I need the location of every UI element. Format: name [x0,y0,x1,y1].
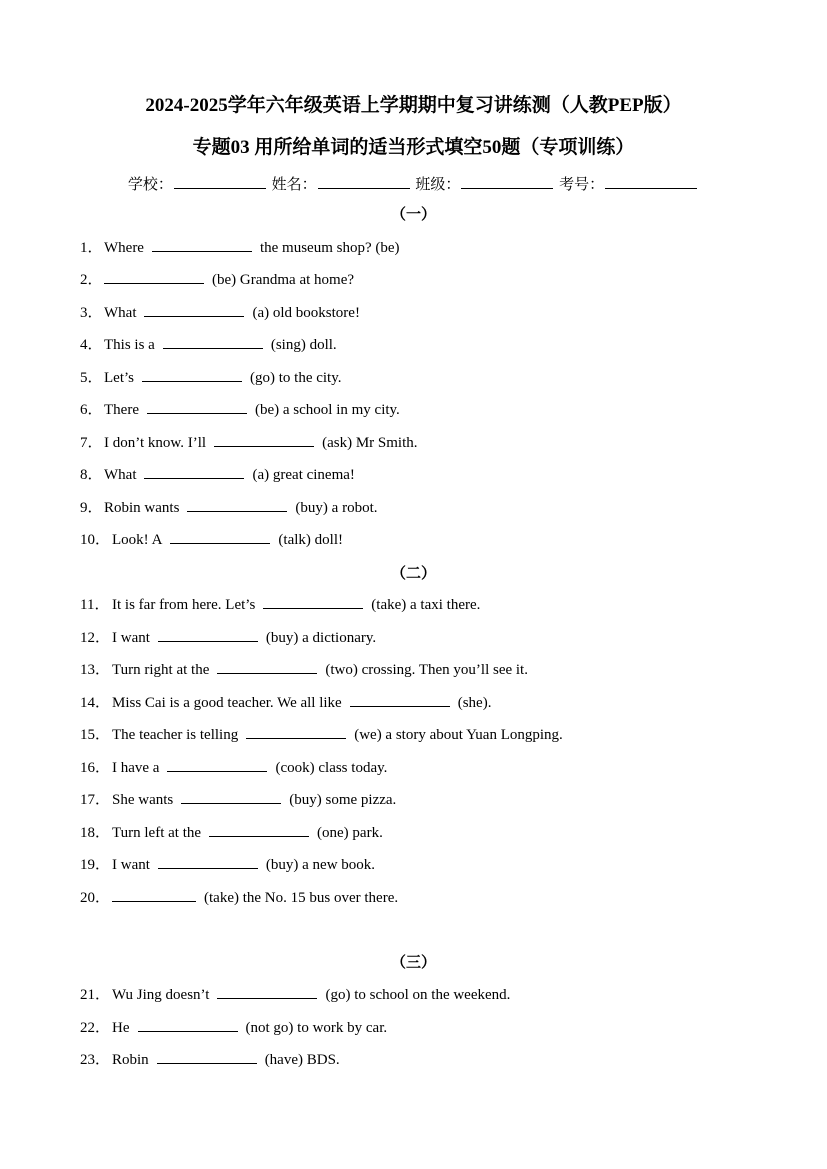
section-heading-2: （二） [390,566,436,582]
question-text-after: (take) the No. 15 bus over there. [204,890,399,906]
question-item [80,692,491,712]
question-text-before: Miss Cai is a good teacher. We all like [112,695,342,711]
question-text-after: (a) old bookstore! [252,305,360,321]
question-text-after: (she). [457,695,492,711]
answer-blank[interactable] [187,497,287,512]
question-text-after: (buy) a new book. [265,857,376,873]
question-text-after: (have) BDS. [264,1052,340,1068]
question-number: 11． [80,597,110,613]
answer-blank[interactable] [158,627,258,642]
question-item [80,302,360,322]
question-text-before: It is far from here. Let’s [112,597,256,613]
answer-blank[interactable] [152,237,252,252]
answer-blank[interactable] [104,269,204,284]
question-item [80,594,480,614]
question-number: 2． [80,272,103,288]
question-item [80,887,398,907]
question-number: 3． [80,305,103,321]
question-text-after: (a) great cinema! [252,467,355,483]
question-item [80,529,343,549]
worksheet-title: 2024-2025学年六年级英语上学期期中复习讲练测（人教PEP版） [145,95,682,116]
question-text-after: (go) to the city. [250,370,342,386]
question-item [80,724,563,744]
question-item [80,1017,387,1037]
question-number: 10． [80,532,111,548]
question-item [80,367,342,387]
school-blank[interactable] [174,174,266,189]
question-item [80,822,383,842]
question-item [80,984,510,1004]
question-text-before: Look! A [112,532,163,548]
question-text-before: I want [112,857,150,873]
question-text-after: (sing) doll. [270,337,337,353]
question-text-after: (talk) doll! [278,532,343,548]
exam-no-blank[interactable] [605,174,697,189]
answer-blank[interactable] [217,984,317,999]
student-info-fields [0,173,827,194]
class-label: 班级： [415,177,461,193]
answer-blank[interactable] [170,529,270,544]
question-item [80,464,355,484]
question-number: 9． [80,500,103,516]
question-item [80,757,387,777]
question-number: 16． [80,760,111,776]
question-number: 7． [80,435,103,451]
name-blank[interactable] [318,174,410,189]
question-text-before: Where [104,240,144,256]
section-heading-3: （三） [390,955,436,971]
question-text-before: The teacher is telling [112,727,239,743]
answer-blank[interactable] [263,594,363,609]
question-text-after: (go) to school on the weekend. [325,987,511,1003]
question-text-after: (ask) Mr Smith. [322,435,418,451]
class-blank[interactable] [461,174,553,189]
question-text-before: What [104,305,137,321]
question-text-after: (buy) a dictionary. [265,630,377,646]
question-item [80,237,400,257]
question-number: 15． [80,727,111,743]
question-text-after: (not go) to work by car. [245,1020,388,1036]
answer-blank[interactable] [157,1049,257,1064]
answer-blank[interactable] [246,724,346,739]
answer-blank[interactable] [214,432,314,447]
question-number: 1． [80,240,103,256]
question-number: 4． [80,337,103,353]
question-text-before: Wu Jing doesn’t [112,987,210,1003]
answer-blank[interactable] [350,692,450,707]
question-number: 8． [80,467,103,483]
question-text-before: Robin [112,1052,149,1068]
answer-blank[interactable] [112,887,196,902]
question-number: 19． [80,857,111,873]
question-text-before: There [104,402,139,418]
question-number: 20． [80,890,111,906]
question-item [80,269,354,289]
answer-blank[interactable] [167,757,267,772]
answer-blank[interactable] [147,399,247,414]
question-text-before: Turn left at the [112,825,202,841]
question-text-after: (we) a story about Yuan Longping. [354,727,563,743]
question-text-before: He [112,1020,130,1036]
question-number: 22． [80,1020,111,1036]
question-text-after: (be) a school in my city. [254,402,400,418]
question-number: 13． [80,662,111,678]
question-text-after: (one) park. [317,825,383,841]
answer-blank[interactable] [138,1017,238,1032]
answer-blank[interactable] [181,789,281,804]
question-item [80,432,418,452]
question-item [80,627,376,647]
question-text-before: I want [112,630,150,646]
name-label: 姓名： [271,177,317,193]
question-item [80,1049,340,1069]
question-item [80,789,396,809]
question-item [80,334,337,354]
question-text-before: Robin wants [104,500,180,516]
question-item [80,659,528,679]
question-number: 14． [80,695,111,711]
question-item [80,854,375,874]
question-number: 18． [80,825,111,841]
answer-blank[interactable] [163,334,263,349]
question-text-before: Turn right at the [112,662,210,678]
question-text-before: She wants [112,792,174,808]
answer-blank[interactable] [209,822,309,837]
question-item [80,399,400,419]
question-text-after: the museum shop? (be) [259,240,400,256]
question-number: 6． [80,402,103,418]
question-text-before: This is a [104,337,155,353]
question-item [80,497,377,517]
question-text-before: I have a [112,760,160,776]
question-text-after: (buy) a robot. [295,500,378,516]
question-number: 17． [80,792,111,808]
answer-blank[interactable] [158,854,258,869]
question-number: 23． [80,1052,111,1068]
answer-blank[interactable] [142,367,242,382]
question-number: 5． [80,370,103,386]
question-text-after: (buy) some pizza. [289,792,397,808]
answer-blank[interactable] [144,464,244,479]
question-number: 12． [80,630,111,646]
question-text-before: What [104,467,137,483]
question-text-before: I don’t know. I’ll [104,435,207,451]
answer-blank[interactable] [217,659,317,674]
question-text-after: (take) a taxi there. [371,597,481,613]
answer-blank[interactable] [144,302,244,317]
question-number: 21． [80,987,111,1003]
section-heading-1: （一） [390,207,436,223]
school-label: 学校： [127,177,173,193]
question-text-after: (two) crossing. Then you’ll see it. [325,662,528,678]
question-text-after: (be) Grandma at home? [212,272,355,288]
exam-no-label: 考号： [559,177,605,193]
worksheet-subtitle: 专题03 用所给单词的适当形式填空50题（专项训练） [192,137,635,158]
question-text-after: (cook) class today. [275,760,388,776]
question-text-before: Let’s [104,370,134,386]
